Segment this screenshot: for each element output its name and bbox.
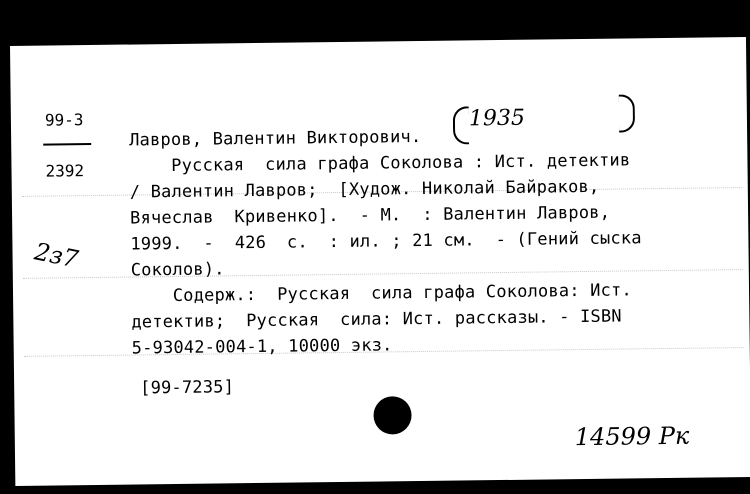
call-number-rule xyxy=(43,143,91,146)
record-number: [99-7235] xyxy=(140,377,235,399)
handwritten-year: 1935 xyxy=(468,105,526,132)
call-number-top: 99-3 xyxy=(44,110,84,130)
call-number-bottom: 2392 xyxy=(45,161,85,181)
catalog-card xyxy=(10,37,750,486)
author-heading: Лавров, Валентин Викторович. xyxy=(129,126,422,151)
responsibility-line: / Валентин Лавров; [Худож. Николай Байраков, xyxy=(129,176,600,203)
handwritten-bracket-close xyxy=(619,94,635,132)
contents-line: детектив; Русская сила: Ист. рассказы. - ISBN xyxy=(131,306,622,333)
physical-line: 1999. - 426 с. : ил. ; 21 см. - (Гений сыска xyxy=(130,228,642,255)
imprint-line: Вячеслав Кривенко]. - М. : Валентин Лавров, xyxy=(129,202,611,229)
handwritten-bracket-open xyxy=(453,106,469,144)
punch-hole xyxy=(373,396,411,434)
handwritten-footer-note: 14599 Рк xyxy=(574,421,690,452)
isbn-line: 5-93042-004-1, 10000 экз. xyxy=(131,335,393,359)
series-line: Соколов). xyxy=(130,259,225,281)
contents-line: Содерж.: Русская сила графа Соколова: Ист. xyxy=(130,280,633,307)
handwritten-margin-mark: 2з7 xyxy=(32,237,81,274)
title-line: Русская сила графа Соколова : Ист. детектив xyxy=(129,150,631,177)
